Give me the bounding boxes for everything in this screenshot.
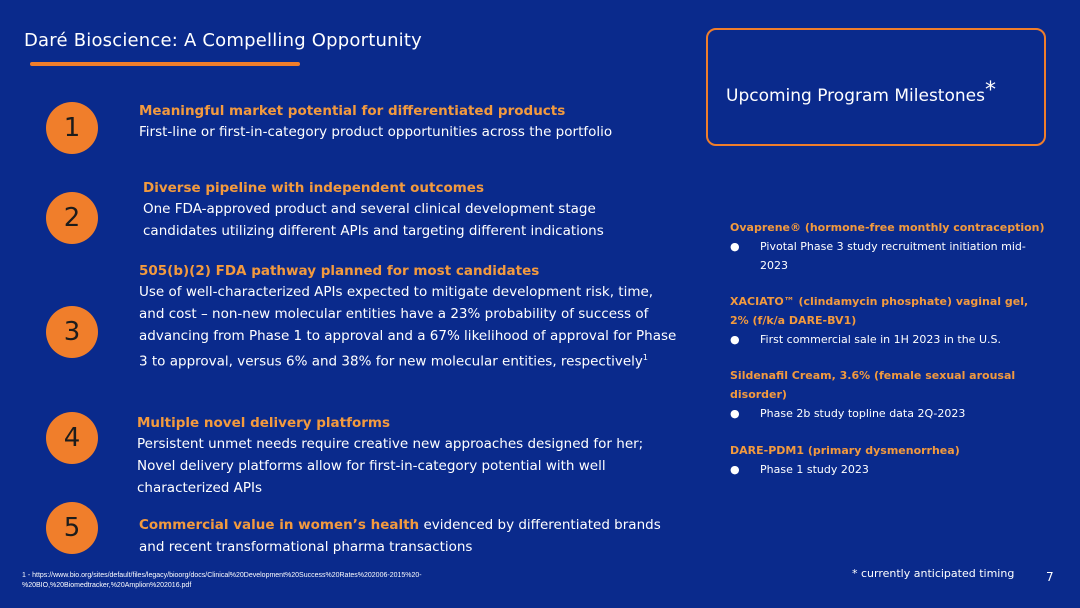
milestone-bullet: Phase 1 study 2023 xyxy=(760,463,869,476)
milestone-heading: XACIATO™ (clindamycin phosphate) vaginal gel, 2% (f/k/a DARE-BV1) xyxy=(730,295,1029,327)
bullet-icon: ● xyxy=(730,463,740,476)
page-number: 7 xyxy=(1046,570,1054,584)
milestone-heading: DARE-PDM1 (primary dysmenorrhea) xyxy=(730,444,960,457)
milestone-ovaprene xyxy=(730,218,1045,275)
item-5-text: evidenced by differentiated brands and recent transformational pharma transactions xyxy=(139,517,661,555)
item-4-heading: Multiple novel delivery platforms xyxy=(137,415,391,431)
item-3-text xyxy=(139,281,679,373)
item-4 xyxy=(137,415,682,499)
item-1-text: First-line or first-in-category product opportunities across the portfolio xyxy=(139,124,613,140)
timing-note: * currently anticipated timing xyxy=(852,567,1015,580)
bullet-icon: ● xyxy=(730,333,740,346)
item-2-text: One FDA-approved product and several clinical development stage candidates utilizing different APIs and targeting different indications xyxy=(143,201,604,239)
title-underline xyxy=(30,62,300,66)
slide-title: Daré Bioscience: A Compelling Opportunity xyxy=(24,30,422,51)
bullet-icon: ● xyxy=(730,240,740,253)
milestone-xaciato xyxy=(730,292,1045,349)
milestones-title-text: Upcoming Program Milestones xyxy=(726,86,985,106)
number-badge-2: 2 xyxy=(46,192,98,244)
milestone-heading: Ovaprene® (hormone-free monthly contraception) xyxy=(730,221,1045,234)
item-3 xyxy=(139,263,679,373)
milestones-title xyxy=(726,78,996,107)
item-5-heading: Commercial value in women’s health xyxy=(139,517,420,533)
item-4-text: Persistent unmet needs require creative new approaches designed for her; Novel delivery platforms allow for first-in-category potential with well characterized APIs xyxy=(137,436,644,496)
item-2 xyxy=(143,180,673,242)
milestone-bullet: Phase 2b study topline data 2Q-2023 xyxy=(760,407,966,420)
number-badge-4: 4 xyxy=(46,412,98,464)
item-1-heading: Meaningful market potential for differentiated products xyxy=(139,103,566,119)
milestone-sildenafil xyxy=(730,366,1045,423)
footnote: 1 - https://www.bio.org/sites/default/files/legacy/bioorg/docs/Clinical%20Development%20Success%20Rates%202006-2015%20-%20BIO,%20Biomedtracker,%20Amplion%202016.pdf xyxy=(22,572,422,589)
milestone-bullet: First commercial sale in 1H 2023 in the U.S. xyxy=(760,333,1001,346)
number-badge-1: 1 xyxy=(46,102,98,154)
bullet-icon: ● xyxy=(730,407,740,420)
milestones-box xyxy=(706,28,1046,146)
milestone-bullet: Pivotal Phase 3 study recruitment initiation mid-2023 xyxy=(760,240,1026,272)
milestone-heading: Sildenafil Cream, 3.6% (female sexual arousal disorder) xyxy=(730,369,1016,401)
item-3-heading: 505(b)(2) FDA pathway planned for most candidates xyxy=(139,263,540,279)
footnote-ref: 1 xyxy=(642,353,648,362)
item-1 xyxy=(139,103,679,143)
number-badge-5: 5 xyxy=(46,502,98,554)
milestone-dare-pdm1 xyxy=(730,441,1045,479)
milestones-asterisk: * xyxy=(984,78,996,103)
item-2-heading: Diverse pipeline with independent outcomes xyxy=(143,180,484,196)
item-3-body: Use of well-characterized APIs expected to mitigate development risk, time, and cost – non-new molecular entities have a 23% probability of success of advancing from Phase 1 to approval and a 67% likelihood of approval for Phase 3 to approval, versus 6% and 38% for new molecular entities, respectively xyxy=(139,284,677,370)
item-5 xyxy=(139,514,684,558)
number-badge-3: 3 xyxy=(46,306,98,358)
